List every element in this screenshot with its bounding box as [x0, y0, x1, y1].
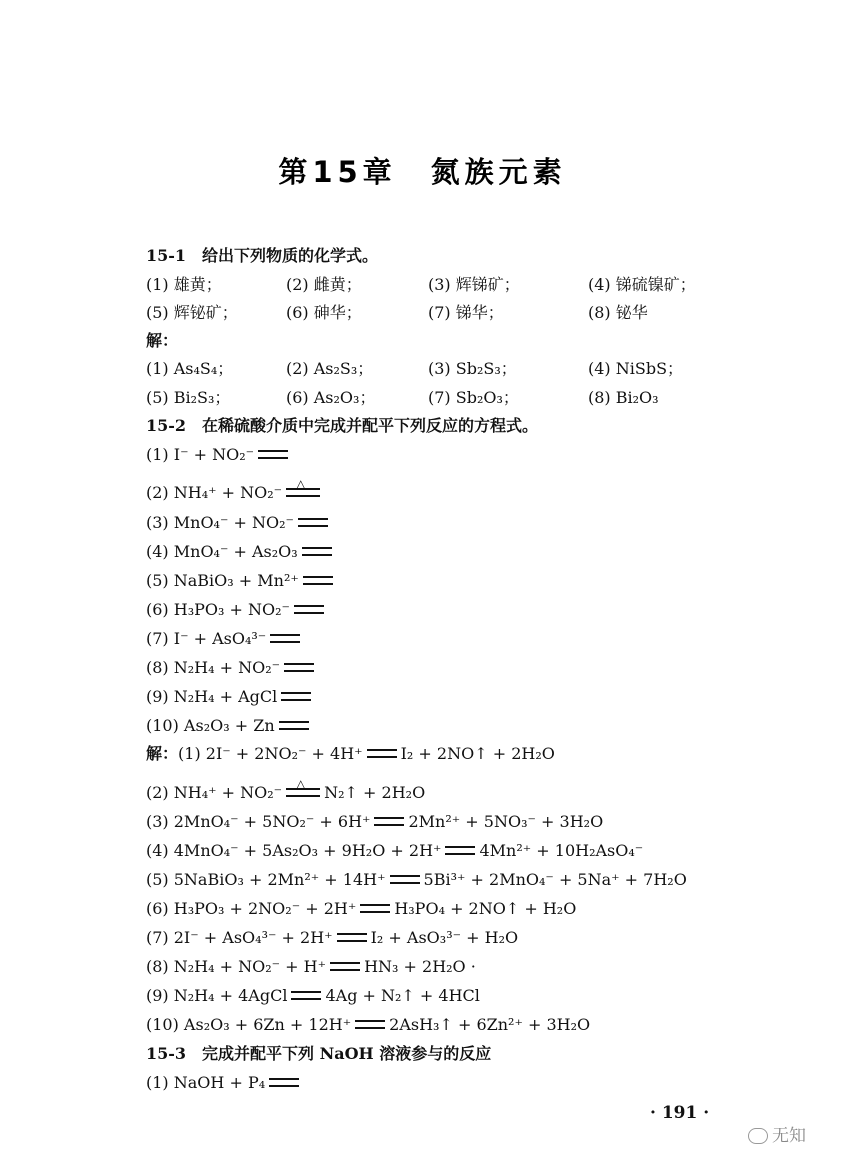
q2-answer: (4) 4MnO₄⁻ + 5As₂O₃ + 9H₂O + 2H⁺ 4Mn²⁺ + 10H₂AsO₄⁻: [146, 841, 644, 860]
equals-sign: [360, 904, 390, 913]
chapter-title: 第15章 氮族元素: [278, 155, 567, 189]
q1-answer: (3) Sb₂S₃；: [428, 359, 517, 378]
q2-equation: (3) MnO₄⁻ + NO₂⁻: [146, 513, 332, 533]
q2-equation: (7) I⁻ + AsO₄³⁻: [146, 629, 304, 649]
equals-sign: [390, 875, 420, 884]
q1-item: (7) 锑华；: [428, 303, 504, 322]
q1-item: (4) 锑硫镍矿；: [588, 275, 696, 294]
q2-answer: (6) H₃PO₃ + 2NO₂⁻ + 2H⁺ H₃PO₄ + 2NO↑ + H₂O: [146, 899, 577, 918]
q1-answer: (4) NiSbS；: [588, 359, 684, 378]
equals-sign: [302, 547, 332, 556]
q2-equation: (6) H₃PO₃ + NO₂⁻: [146, 600, 328, 620]
q2-equation: (2) NH₄⁺ + NO₂⁻ △: [146, 483, 324, 503]
delta-icon: △: [296, 777, 306, 791]
q2-equation: (1) I⁻ + NO₂⁻: [146, 445, 292, 465]
q2-answer: (3) 2MnO₄⁻ + 5NO₂⁻ + 6H⁺ 2Mn²⁺ + 5NO₃⁻ + 3H₂O: [146, 812, 604, 831]
q2-answer: 解：(1) 2I⁻ + 2NO₂⁻ + 4H⁺ I₂ + 2NO↑ + 2H₂O: [146, 744, 555, 763]
q2-equation: (8) N₂H₄ + NO₂⁻: [146, 658, 318, 678]
q1-solution-label: 解：: [146, 331, 179, 350]
heat-equals-sign: [286, 777, 320, 797]
equals-sign: [303, 576, 333, 585]
q1-item: (2) 雌黄；: [286, 275, 362, 294]
q1-answer: (6) As₂O₃；: [286, 388, 376, 407]
q2-equation: (9) N₂H₄ + AgCl: [146, 687, 315, 707]
page-number: · 191 ·: [650, 1103, 710, 1123]
equals-sign: [269, 1078, 299, 1087]
q2-answer: (7) 2I⁻ + AsO₄³⁻ + 2H⁺ I₂ + AsO₃³⁻ + H₂O: [146, 928, 519, 947]
delta-icon: △: [296, 477, 306, 491]
equals-sign: [445, 846, 475, 855]
question-15-1-heading: 15-1 给出下列物质的化学式。: [146, 246, 379, 265]
equals-sign: [330, 962, 360, 971]
chat-bubble-icon: [748, 1128, 768, 1144]
q1-answer: (2) As₂S₃；: [286, 359, 374, 378]
q2-answer: (5) 5NaBiO₃ + 2Mn²⁺ + 14H⁺ 5Bi³⁺ + 2MnO₄⁻ + 5Na⁺ + 7H₂O: [146, 870, 687, 889]
q2-equation: (5) NaBiO₃ + Mn²⁺: [146, 571, 337, 591]
equals-sign: [279, 721, 309, 730]
equals-sign: [294, 605, 324, 614]
q1-answer: (8) Bi₂O₃: [588, 388, 659, 407]
q1-item: (6) 砷华；: [286, 303, 362, 322]
equals-sign: [284, 663, 314, 672]
q3-equation: (1) NaOH + P₄: [146, 1073, 303, 1093]
q2-equation: (10) As₂O₃ + Zn: [146, 716, 313, 736]
q1-item: (8) 铋华: [588, 303, 648, 322]
equals-sign: [298, 518, 328, 527]
q1-answer: (5) Bi₂S₃；: [146, 388, 231, 407]
q1-answer: (1) As₄S₄；: [146, 359, 234, 378]
q2-equation: (4) MnO₄⁻ + As₂O₃: [146, 542, 336, 562]
q2-answer: (2) NH₄⁺ + NO₂⁻ △ N₂↑ + 2H₂O: [146, 783, 425, 803]
question-15-3-heading: 15-3 完成并配平下列 NaOH 溶液参与的反应: [146, 1044, 492, 1063]
q1-answer: (7) Sb₂O₃；: [428, 388, 519, 407]
q1-item: (1) 雄黄；: [146, 275, 222, 294]
q2-answer: (10) As₂O₃ + 6Zn + 12H⁺ 2AsH₃↑ + 6Zn²⁺ + 3H₂O: [146, 1015, 591, 1034]
equals-sign: [291, 991, 321, 1000]
heat-equals-sign: [286, 477, 320, 497]
equals-sign: [374, 817, 404, 826]
watermark: 无知: [748, 1121, 806, 1146]
question-15-2-heading: 15-2 在稀硫酸介质中完成并配平下列反应的方程式。: [146, 416, 539, 435]
q1-item: (5) 辉铋矿；: [146, 303, 238, 322]
q2-answer: (8) N₂H₄ + NO₂⁻ + H⁺ HN₃ + 2H₂O ·: [146, 957, 476, 976]
q2-answer: (9) N₂H₄ + 4AgCl 4Ag + N₂↑ + 4HCl: [146, 986, 480, 1005]
equals-sign: [258, 450, 288, 459]
equals-sign: [281, 692, 311, 701]
equals-sign: [367, 749, 397, 758]
equals-sign: [337, 933, 367, 942]
equals-sign: [270, 634, 300, 643]
equals-sign: [355, 1020, 385, 1029]
q1-item: (3) 辉锑矿；: [428, 275, 520, 294]
